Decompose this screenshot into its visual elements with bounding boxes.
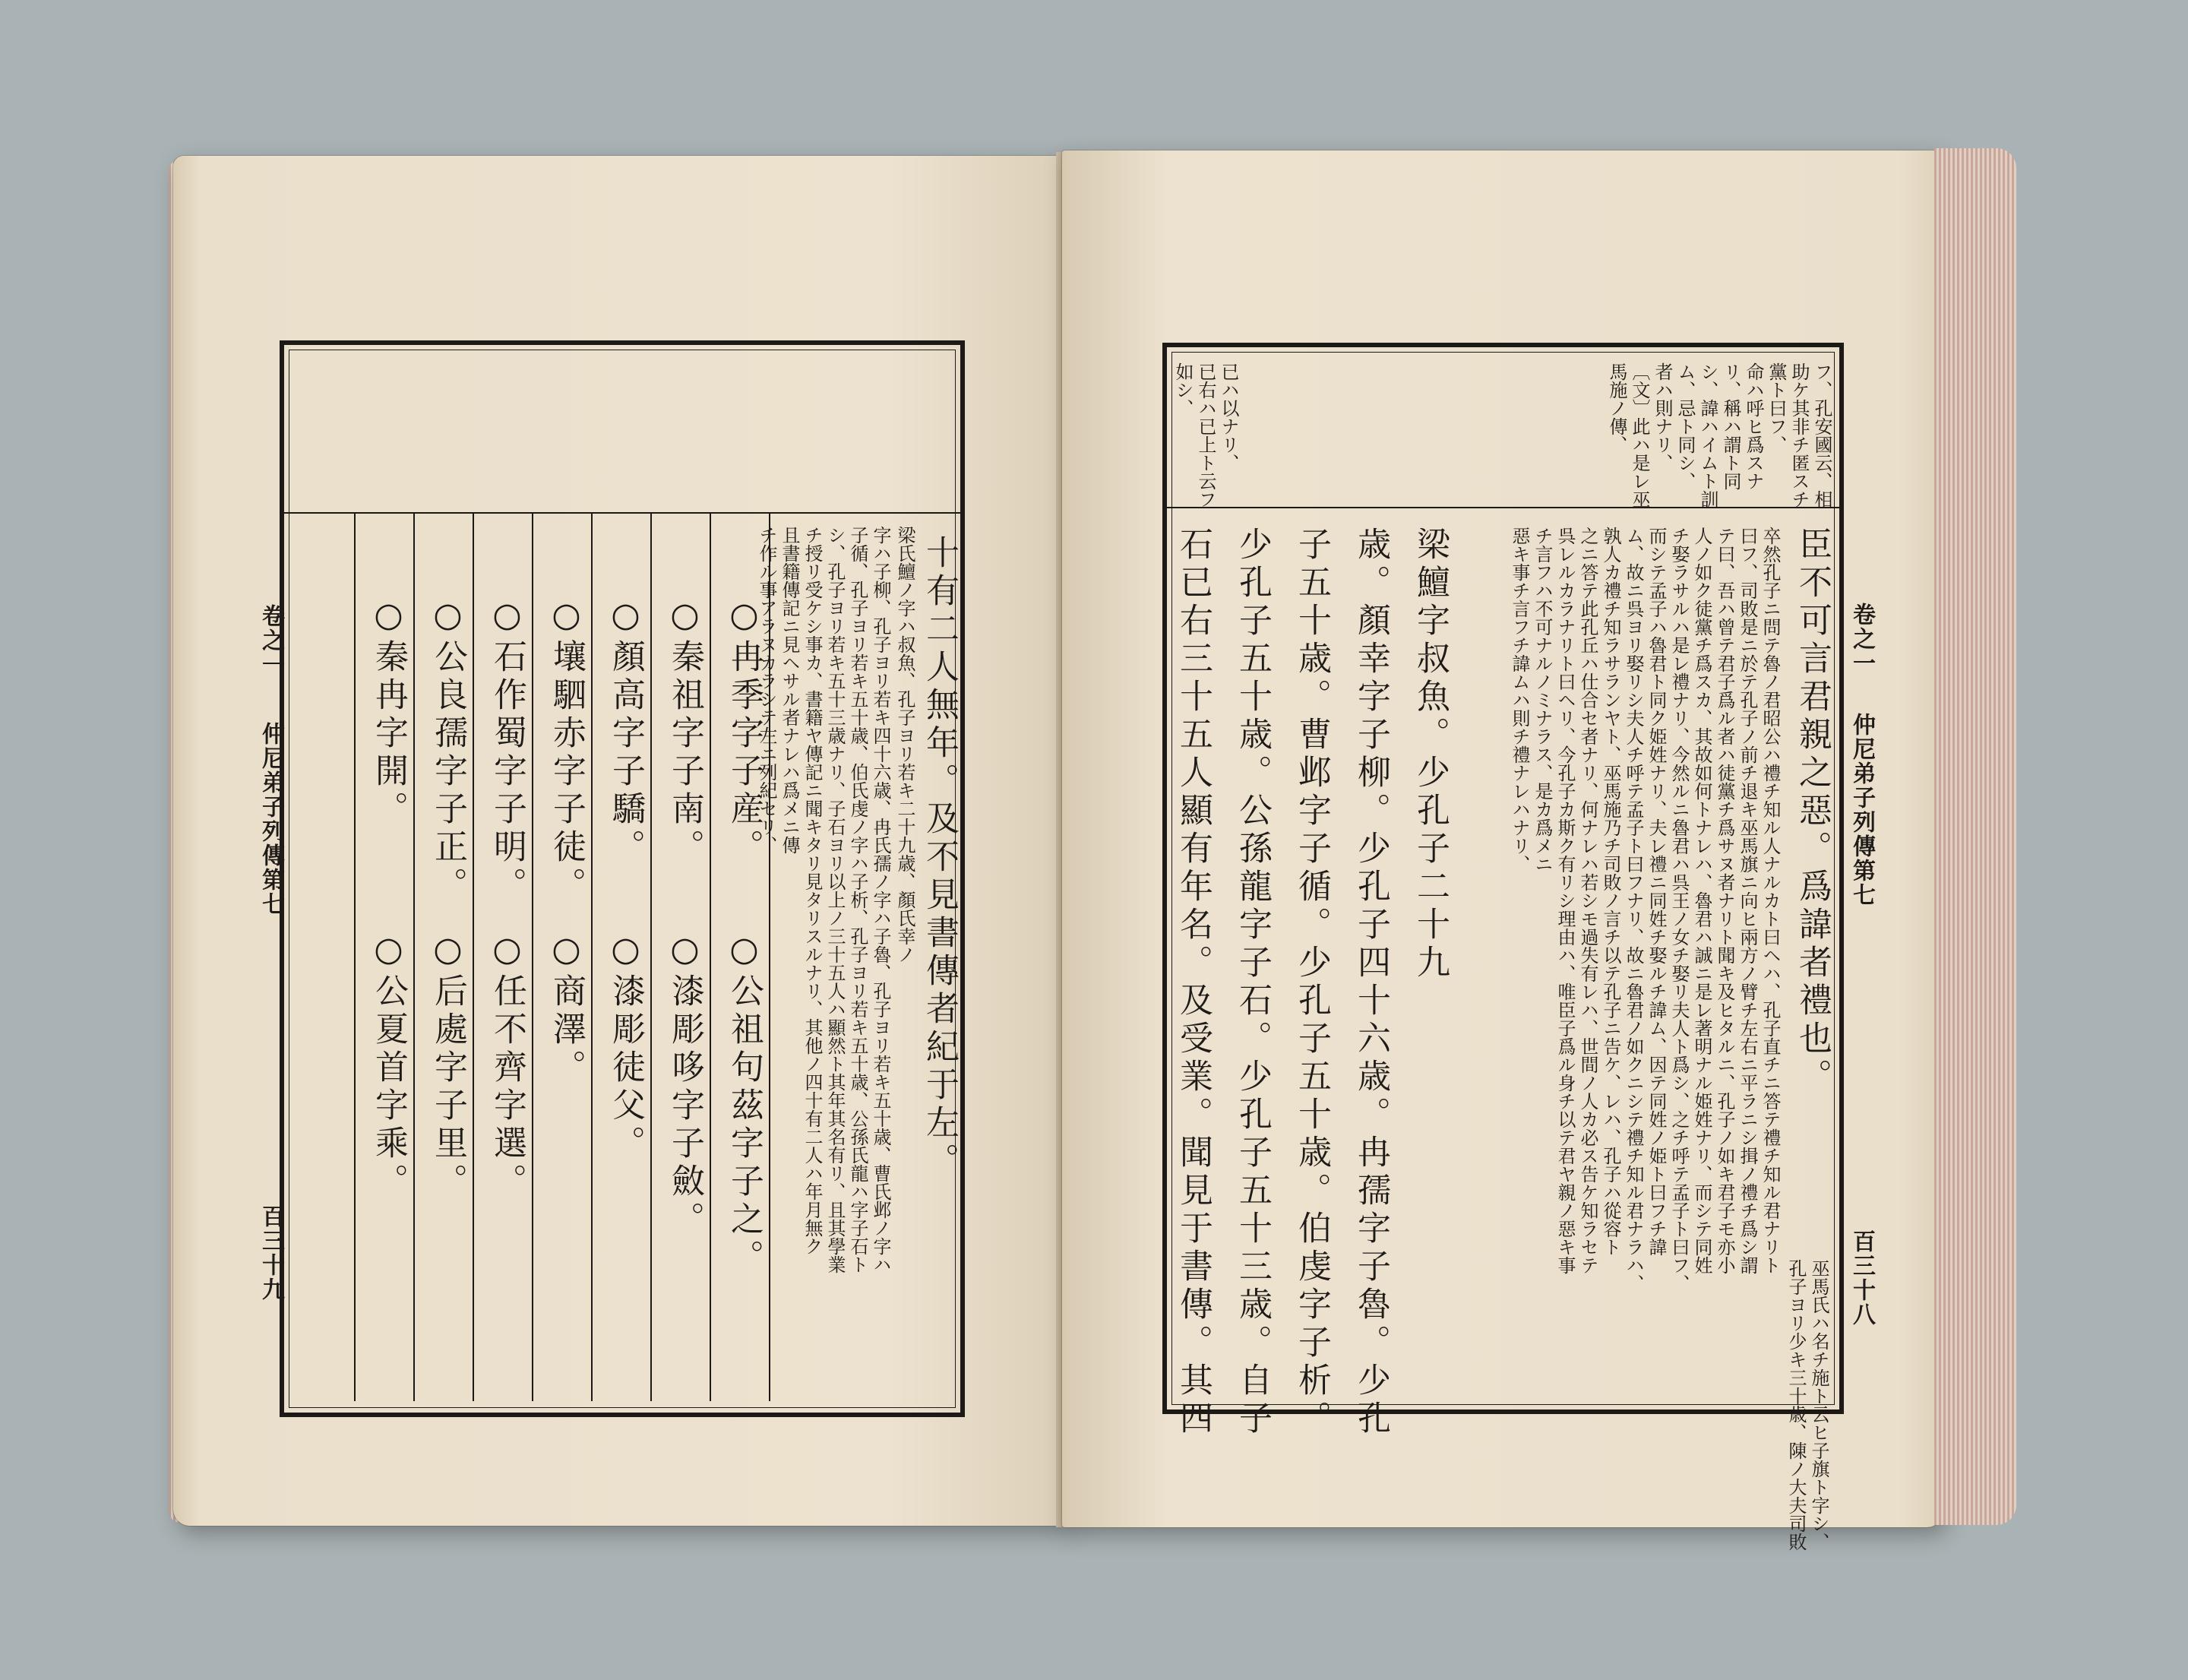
header-note: フ、孔安國云、相 (1811, 362, 1832, 508)
right-page (1062, 150, 1943, 1551)
left-main-text: 十有二人無年。及不見書傳者紀于左。 (920, 535, 959, 1181)
column-divider (413, 512, 415, 1401)
column-divider (710, 512, 711, 1401)
column-divider (769, 512, 770, 1401)
right-margin-volume: 卷之一 (1848, 603, 1875, 675)
left-entry: ○商澤。 (547, 930, 586, 1087)
left-margin-volume: 卷之一 (258, 604, 284, 677)
column-divider (354, 512, 356, 1401)
right-main-note: 孔子ヨリ少キ三十歳、陳ノ大夫司敗 (1785, 1259, 1807, 1551)
header-note: 已ハ以ナリ、 (1218, 362, 1239, 472)
header-note: ム、忌ト同シ、 (1674, 362, 1696, 490)
right-header-rule (1167, 507, 1839, 508)
right-margin-page: 百三十八 (1848, 1229, 1875, 1327)
left-entry: ○顏高字子驕。 (606, 596, 645, 867)
right-main-line: 子五十歳。曹邺字子循。少孔子五十歳。伯虔字子析。 (1292, 527, 1331, 1438)
right-margin-title: 仲尼弟子列傳第七 (1848, 713, 1875, 907)
left-commentary-line: 且書籍傳記ニ見ヘサル者ナレハ爲メニ傳 (779, 526, 800, 854)
column-divider (591, 512, 593, 1401)
left-entry: ○秦冉字開。 (369, 596, 408, 829)
left-entry: ○壤駟赤字子徒。 (547, 596, 586, 905)
right-commentary-line: 曰フ、司敗是ニ於テ孔子ノ前チ退キ巫馬旗ニ向ヒ兩方ノ臂チ左右ニ平ラニシ揖ノ禮チ爲シ謂 (1737, 527, 1758, 1274)
right-main-line: 歳。顏幸字子柳。少孔子四十六歳。冉孺字子魯。少孔 (1352, 527, 1390, 1438)
left-entry: ○漆彫哆字子斂。 (666, 930, 704, 1239)
right-commentary-line: 之ニ答テ此孔丘ハ仕合セ者ナリ、何ナレハ若シモ過失有レハ、世間ノ人カ必ス告ケ知ラセテ (1577, 527, 1598, 1274)
right-commentary-line: テ曰、吾ハ曾テ君子爲ル者ハ徒黨チ爲サヌ者ナリト聞キ及ヒタルニ、孔子ノ如キ君子モ亦小 (1714, 527, 1735, 1274)
header-note: 黨ト曰フ、 (1766, 362, 1787, 454)
left-commentary-line: 子循、孔子ヨリ若キ五十歳、伯氏虔ノ字ハ子析、孔子ヨリ若キ五十歳、公孫氏龍ハ字子石ト (847, 526, 868, 1273)
column-divider (650, 512, 652, 1401)
right-main-note: 巫馬氏ハ名チ施ト云ヒ子旗ト字シ、 (1808, 1259, 1829, 1551)
header-note: 如シ、 (1172, 362, 1194, 417)
right-commentary-line: ム、故ニ呉ヨリ娶リシ夫人チ呼テ孟子ト曰フナリ、故ニ魯君ノ如クニシテ禮チ知ル君ナラハ、 (1623, 527, 1644, 1292)
left-commentary-line: チ授リ受ケシ事カ、書籍ヤ傳記ニ聞キタリ見タリスルナリ、其他ノ四十有二人ハ年月無ク (802, 526, 823, 1255)
column-divider (532, 512, 533, 1401)
left-commentary-line: シ、孔子ヨリ若キ五十三歳ナリ、子石ヨリ以上ノ三十五人ハ顯然ト其年其名有リ、且其學業 (824, 526, 846, 1273)
left-entry: ○秦祖字子南。 (666, 596, 704, 867)
right-main-line: 石已右三十五人顯有年名。及受業。聞見于書傳。其四 (1174, 527, 1213, 1438)
header-note: 〔文〕此ハ是レ巫 (1629, 362, 1650, 508)
left-commentary-line: チ作ル事アラヌカラシテ左ニ列紀セリ、 (756, 526, 777, 854)
left-margin-page: 百三十九 (258, 1204, 284, 1302)
right-commentary-line: 呉レルカラナリト曰ヘリ、今孔子カ斯ク有リシ理由ハ、唯臣子爲ル身チ以テ君ヤ親ノ惡キ事 (1554, 527, 1576, 1274)
right-main-line: 少孔子五十歳。公孫龍字子石。少孔子五十三歳。自子 (1233, 527, 1272, 1438)
right-main-line: 臣不可言君親之惡。爲諱者禮也。 (1793, 527, 1832, 1096)
left-page (173, 156, 1068, 1526)
left-header-rule (284, 512, 960, 514)
right-commentary-line: チ娶ラサルハ是レ禮ナリ、今然ルニ魯君ハ呉王ノ女チ娶リ夫人ト爲シ、之チ呼テ孟子ト曰フ、 (1668, 527, 1690, 1292)
left-entry: ○公祖句茲字子之。 (725, 930, 764, 1277)
left-entry: ○漆彫徒父。 (606, 930, 645, 1163)
left-entry: ○石作蜀字子明。 (488, 596, 526, 905)
left-margin-title: 仲尼弟子列傳第七 (258, 722, 284, 916)
header-note: 者ハ則ナリ、 (1652, 362, 1673, 472)
header-note: 助ケ其非チ匿スチ (1788, 362, 1810, 508)
left-commentary-line: 梁氏鱣ノ字ハ叔魚、孔子ヨリ若キ二十九歳、顏氏幸ノ (894, 526, 915, 963)
right-commentary-line: チ言フハ不可ナルノミナラス、是カ爲メニ (1532, 527, 1553, 873)
left-entry: ○冉季字子産。 (725, 596, 764, 867)
left-page-frame (280, 340, 965, 1417)
left-entry: ○后處字子里。 (428, 930, 467, 1201)
left-entry: ○任不齊字選。 (488, 930, 526, 1201)
left-entry: ○公良孺字子正。 (428, 596, 467, 905)
header-note: リ、稱ハ謂ト同 (1720, 362, 1741, 490)
column-divider (473, 512, 474, 1401)
right-main-line: 梁鱣字叔魚。少孔子二十九 (1411, 527, 1450, 982)
right-commentary-line: 孰人カ禮チ知ラサランヤト、巫馬施乃チ司敗ノ言チ以テ孔子ニ告ケ、レハ、孔子ハ從容ト (1600, 527, 1621, 1256)
right-commentary-line: 人ノ如ク徒黨チ爲スカ、其故如何トナレハ、魯君ハ誠ニ是レ著明ナル姫姓ナリ、而シテ同姓 (1691, 527, 1712, 1274)
left-commentary-line: 字ハ子柳、孔子ヨリ若キ四十六歳、冉氏孺ノ字ハ子魯、孔子ヨリ若キ五十歳、曹氏邺ノ字ハ (870, 526, 891, 1273)
left-entry: ○公夏首字乘。 (369, 930, 408, 1201)
right-commentary-line: 而シテ孟子ハ魯君ト同ク姫姓ナリ、夫レ禮ニ同姓チ娶ルチ諱ム、因テ同姓ノ姫ト曰フチ諱 (1646, 527, 1667, 1256)
header-note: 命ハ呼ヒ爲スナ (1743, 362, 1764, 490)
right-page-edges (1934, 148, 2016, 1525)
right-page-frame (1162, 343, 1844, 1551)
right-commentary-line: 卒然孔子ニ問テ魯ノ君昭公ハ禮チ知ル人ナルカト曰ヘハ、孔子直チニ答テ禮チ知ル君ナリト (1760, 527, 1781, 1274)
header-note: シ、諱ハイムト訓 (1697, 362, 1718, 508)
header-note: 已右ハ已上ト云フ (1195, 362, 1216, 508)
right-commentary-line: 惡キ事チ言フチ諱ムハ則チ禮ナレハナリ、 (1509, 527, 1530, 873)
header-note: 馬施ノ傳、 (1606, 362, 1627, 454)
